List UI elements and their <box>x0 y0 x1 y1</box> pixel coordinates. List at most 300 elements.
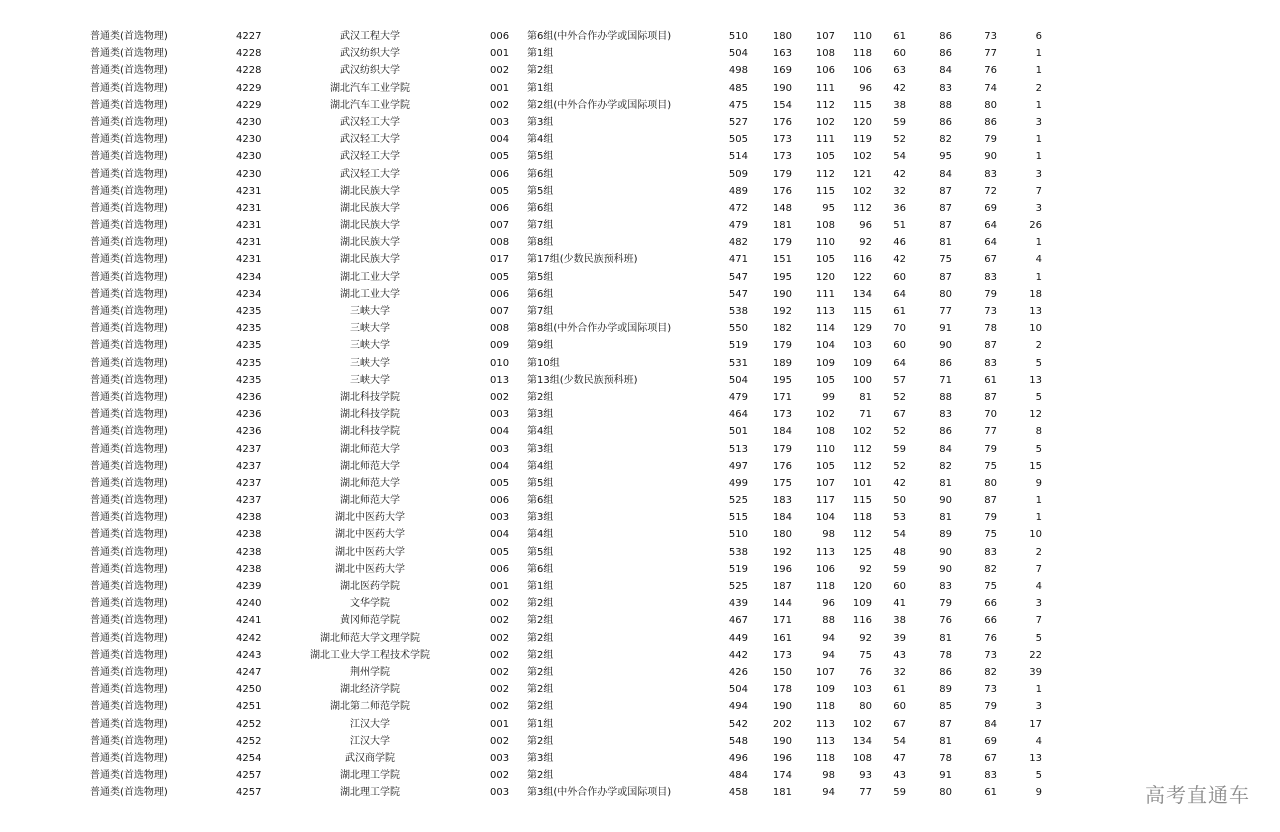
group-code-cell: 008 <box>490 323 510 335</box>
score-3-cell: 94 <box>822 649 835 661</box>
score-7-cell: 77 <box>984 48 997 60</box>
score-8-cell: 1 <box>1035 271 1042 283</box>
table-row <box>0 612 1280 629</box>
score-1-cell: 505 <box>728 134 748 146</box>
group-code-cell: 002 <box>490 684 510 696</box>
score-3-cell: 108 <box>815 220 835 232</box>
table-row <box>0 647 1280 664</box>
score-8-cell: 4 <box>1035 254 1042 266</box>
category-cell: 普通类(首选物理) <box>90 391 168 403</box>
school-name-cell: 湖北民族大学 <box>340 237 400 249</box>
score-8-cell: 18 <box>1029 288 1042 300</box>
score-7-cell: 73 <box>984 31 997 42</box>
score-2-cell: 154 <box>772 99 792 111</box>
group-code-cell: 003 <box>490 443 510 455</box>
score-2-cell: 195 <box>772 374 792 386</box>
school-name-cell: 武汉工程大学 <box>340 31 400 42</box>
group-name-cell: 第4组 <box>527 460 554 472</box>
table-row <box>0 733 1280 750</box>
score-6-cell: 86 <box>939 666 952 678</box>
group-code-cell: 013 <box>490 374 510 386</box>
score-1-cell: 458 <box>728 787 748 799</box>
school-code-cell: 4230 <box>236 168 262 180</box>
category-cell: 普通类(首选物理) <box>90 684 168 696</box>
group-name-cell: 第2组 <box>527 391 554 403</box>
group-name-cell: 第5组 <box>527 185 554 197</box>
score-3-cell: 107 <box>815 666 835 678</box>
score-5-cell: 57 <box>893 374 906 386</box>
score-2-cell: 151 <box>772 254 792 266</box>
score-1-cell: 538 <box>728 306 748 317</box>
score-2-cell: 190 <box>772 701 792 713</box>
score-1-cell: 489 <box>728 185 748 197</box>
score-8-cell: 9 <box>1035 787 1042 799</box>
score-1-cell: 482 <box>728 237 748 249</box>
score-7-cell: 73 <box>984 649 997 661</box>
score-6-cell: 90 <box>939 495 952 507</box>
group-code-cell: 002 <box>490 770 510 782</box>
score-6-cell: 90 <box>939 340 952 352</box>
score-5-cell: 43 <box>893 649 906 661</box>
score-3-cell: 112 <box>815 99 835 111</box>
score-2-cell: 171 <box>772 391 792 403</box>
school-name-cell: 武汉轻工大学 <box>340 116 400 128</box>
score-4-cell: 118 <box>852 512 872 524</box>
score-1-cell: 497 <box>728 460 748 472</box>
school-code-cell: 4236 <box>236 426 262 438</box>
school-code-cell: 4257 <box>236 770 262 782</box>
group-code-cell: 006 <box>490 31 510 42</box>
score-8-cell: 5 <box>1035 391 1042 403</box>
group-name-cell: 第5组 <box>527 546 554 558</box>
score-1-cell: 494 <box>728 701 748 713</box>
school-name-cell: 湖北民族大学 <box>340 202 400 214</box>
school-name-cell: 湖北医药学院 <box>340 581 400 592</box>
school-code-cell: 4237 <box>236 460 262 472</box>
group-name-cell: 第2组 <box>527 770 554 782</box>
score-1-cell: 501 <box>728 426 748 438</box>
category-cell: 普通类(首选物理) <box>90 168 168 180</box>
score-5-cell: 52 <box>893 134 906 146</box>
score-4-cell: 134 <box>852 735 872 747</box>
score-1-cell: 467 <box>728 615 748 627</box>
school-name-cell: 湖北第二师范学院 <box>330 701 410 713</box>
category-cell: 普通类(首选物理) <box>90 649 168 661</box>
category-cell: 普通类(首选物理) <box>90 701 168 713</box>
school-code-cell: 4231 <box>236 185 262 197</box>
school-name-cell: 湖北中医药大学 <box>335 546 405 558</box>
group-name-cell: 第6组(中外合作办学或国际项目) <box>527 31 672 42</box>
table-row <box>0 492 1280 509</box>
score-5-cell: 52 <box>893 426 906 438</box>
score-7-cell: 66 <box>984 615 997 627</box>
group-name-cell: 第4组 <box>527 529 554 541</box>
school-code-cell: 4238 <box>236 546 262 558</box>
score-6-cell: 86 <box>939 48 952 60</box>
table-row <box>0 389 1280 406</box>
group-code-cell: 005 <box>490 151 510 163</box>
score-3-cell: 107 <box>815 477 835 489</box>
score-3-cell: 118 <box>815 701 835 713</box>
score-1-cell: 498 <box>728 65 748 77</box>
score-5-cell: 67 <box>893 718 906 730</box>
group-name-cell: 第2组 <box>527 666 554 678</box>
table-row <box>0 767 1280 784</box>
school-code-cell: 4235 <box>236 306 262 317</box>
score-5-cell: 67 <box>893 409 906 421</box>
school-name-cell: 湖北汽车工业学院 <box>330 99 410 111</box>
score-8-cell: 7 <box>1035 185 1042 197</box>
score-3-cell: 113 <box>815 735 835 747</box>
score-4-cell: 76 <box>859 666 872 678</box>
score-4-cell: 122 <box>852 271 872 283</box>
group-name-cell: 第3组 <box>527 443 554 455</box>
score-2-cell: 192 <box>772 546 792 558</box>
group-code-cell: 009 <box>490 340 510 352</box>
school-name-cell: 武汉轻工大学 <box>340 168 400 180</box>
table-row <box>0 166 1280 183</box>
group-name-cell: 第3组(中外合作办学或国际项目) <box>527 787 672 799</box>
score-5-cell: 50 <box>893 495 906 507</box>
score-5-cell: 48 <box>893 546 906 558</box>
school-code-cell: 4237 <box>236 477 262 489</box>
group-code-cell: 008 <box>490 237 510 249</box>
score-5-cell: 53 <box>893 512 906 524</box>
score-4-cell: 106 <box>852 65 872 77</box>
school-name-cell: 武汉轻工大学 <box>340 134 400 146</box>
score-3-cell: 111 <box>815 82 835 94</box>
score-6-cell: 90 <box>939 546 952 558</box>
score-4-cell: 112 <box>852 202 872 214</box>
school-code-cell: 4237 <box>236 495 262 507</box>
category-cell: 普通类(首选物理) <box>90 237 168 249</box>
group-code-cell: 003 <box>490 409 510 421</box>
school-code-cell: 4229 <box>236 99 262 111</box>
category-cell: 普通类(首选物理) <box>90 495 168 507</box>
score-2-cell: 179 <box>772 443 792 455</box>
score-7-cell: 83 <box>984 168 997 180</box>
table-row <box>0 114 1280 131</box>
group-code-cell: 006 <box>490 202 510 214</box>
score-7-cell: 87 <box>984 340 997 352</box>
score-7-cell: 79 <box>984 512 997 524</box>
score-7-cell: 79 <box>984 134 997 146</box>
score-4-cell: 119 <box>852 134 872 146</box>
score-5-cell: 64 <box>893 288 906 300</box>
group-code-cell: 006 <box>490 563 510 575</box>
group-code-cell: 001 <box>490 718 510 730</box>
group-name-cell: 第2组(中外合作办学或国际项目) <box>527 99 672 111</box>
score-7-cell: 83 <box>984 357 997 369</box>
score-1-cell: 485 <box>728 82 748 94</box>
score-1-cell: 519 <box>728 563 748 575</box>
score-1-cell: 471 <box>728 254 748 266</box>
school-code-cell: 4231 <box>236 237 262 249</box>
score-7-cell: 86 <box>984 116 997 128</box>
score-6-cell: 87 <box>939 185 952 197</box>
score-7-cell: 75 <box>984 581 997 592</box>
score-4-cell: 92 <box>859 632 872 644</box>
score-7-cell: 76 <box>984 65 997 77</box>
score-5-cell: 60 <box>893 271 906 283</box>
score-7-cell: 78 <box>984 323 997 335</box>
score-3-cell: 102 <box>815 116 835 128</box>
score-2-cell: 181 <box>772 220 792 232</box>
score-3-cell: 112 <box>815 168 835 180</box>
score-1-cell: 531 <box>728 357 748 369</box>
group-code-cell: 002 <box>490 615 510 627</box>
table-row <box>0 337 1280 354</box>
score-3-cell: 105 <box>815 151 835 163</box>
table-row <box>0 630 1280 647</box>
score-8-cell: 2 <box>1035 82 1042 94</box>
score-1-cell: 538 <box>728 546 748 558</box>
score-2-cell: 163 <box>772 48 792 60</box>
table-row <box>0 441 1280 458</box>
score-8-cell: 8 <box>1035 426 1042 438</box>
score-8-cell: 2 <box>1035 546 1042 558</box>
category-cell: 普通类(首选物理) <box>90 598 168 610</box>
score-6-cell: 78 <box>939 649 952 661</box>
school-code-cell: 4254 <box>236 752 262 764</box>
score-3-cell: 110 <box>815 237 835 249</box>
score-7-cell: 87 <box>984 495 997 507</box>
score-3-cell: 106 <box>815 563 835 575</box>
score-1-cell: 475 <box>728 99 748 111</box>
score-3-cell: 106 <box>815 65 835 77</box>
group-name-cell: 第2组 <box>527 684 554 696</box>
school-name-cell: 江汉大学 <box>350 735 390 747</box>
group-code-cell: 002 <box>490 649 510 661</box>
score-6-cell: 81 <box>939 237 952 249</box>
group-code-cell: 002 <box>490 666 510 678</box>
score-4-cell: 92 <box>859 563 872 575</box>
score-6-cell: 81 <box>939 477 952 489</box>
table-row <box>0 595 1280 612</box>
category-cell: 普通类(首选物理) <box>90 340 168 352</box>
score-6-cell: 91 <box>939 323 952 335</box>
score-2-cell: 179 <box>772 237 792 249</box>
table-row <box>0 406 1280 423</box>
school-code-cell: 4234 <box>236 271 262 283</box>
score-4-cell: 115 <box>852 495 872 507</box>
score-6-cell: 75 <box>939 254 952 266</box>
score-7-cell: 79 <box>984 288 997 300</box>
group-name-cell: 第3组 <box>527 116 554 128</box>
group-code-cell: 004 <box>490 426 510 438</box>
category-cell: 普通类(首选物理) <box>90 632 168 644</box>
score-1-cell: 510 <box>728 31 748 42</box>
table-row <box>0 784 1280 801</box>
school-code-cell: 4234 <box>236 288 262 300</box>
group-code-cell: 007 <box>490 306 510 317</box>
score-5-cell: 54 <box>893 529 906 541</box>
table-row <box>0 80 1280 97</box>
group-code-cell: 005 <box>490 271 510 283</box>
category-cell: 普通类(首选物理) <box>90 151 168 163</box>
table-row <box>0 475 1280 492</box>
score-5-cell: 61 <box>893 684 906 696</box>
score-1-cell: 548 <box>728 735 748 747</box>
score-7-cell: 61 <box>984 374 997 386</box>
score-1-cell: 442 <box>728 649 748 661</box>
score-6-cell: 86 <box>939 31 952 42</box>
score-8-cell: 1 <box>1035 99 1042 111</box>
score-4-cell: 120 <box>852 116 872 128</box>
score-4-cell: 103 <box>852 684 872 696</box>
score-1-cell: 510 <box>728 529 748 541</box>
score-2-cell: 180 <box>772 31 792 42</box>
group-name-cell: 第2组 <box>527 615 554 627</box>
score-1-cell: 504 <box>728 374 748 386</box>
group-name-cell: 第2组 <box>527 649 554 661</box>
score-7-cell: 67 <box>984 254 997 266</box>
score-3-cell: 98 <box>822 529 835 541</box>
group-code-cell: 003 <box>490 512 510 524</box>
score-3-cell: 95 <box>822 202 835 214</box>
school-name-cell: 三峡大学 <box>350 323 390 335</box>
score-8-cell: 1 <box>1035 495 1042 507</box>
score-4-cell: 109 <box>852 598 872 610</box>
school-name-cell: 黄冈师范学院 <box>340 615 400 627</box>
score-2-cell: 187 <box>772 581 792 592</box>
group-name-cell: 第6组 <box>527 202 554 214</box>
school-code-cell: 4231 <box>236 254 262 266</box>
score-4-cell: 93 <box>859 770 872 782</box>
category-cell: 普通类(首选物理) <box>90 787 168 799</box>
group-name-cell: 第1组 <box>527 48 554 60</box>
school-code-cell: 4236 <box>236 409 262 421</box>
score-5-cell: 52 <box>893 391 906 403</box>
score-3-cell: 94 <box>822 787 835 799</box>
score-5-cell: 59 <box>893 116 906 128</box>
group-code-cell: 002 <box>490 632 510 644</box>
score-8-cell: 5 <box>1035 443 1042 455</box>
table-row <box>0 320 1280 337</box>
group-name-cell: 第7组 <box>527 306 554 317</box>
score-2-cell: 179 <box>772 340 792 352</box>
school-name-cell: 三峡大学 <box>350 340 390 352</box>
score-5-cell: 52 <box>893 460 906 472</box>
score-8-cell: 3 <box>1035 202 1042 214</box>
score-2-cell: 173 <box>772 151 792 163</box>
score-6-cell: 87 <box>939 220 952 232</box>
score-6-cell: 87 <box>939 271 952 283</box>
group-code-cell: 005 <box>490 185 510 197</box>
score-8-cell: 7 <box>1035 615 1042 627</box>
school-name-cell: 湖北中医药大学 <box>335 563 405 575</box>
score-4-cell: 81 <box>859 391 872 403</box>
score-6-cell: 95 <box>939 151 952 163</box>
score-6-cell: 81 <box>939 632 952 644</box>
admission-score-table <box>0 28 1280 801</box>
score-2-cell: 192 <box>772 306 792 317</box>
score-8-cell: 6 <box>1035 31 1042 42</box>
table-row <box>0 251 1280 268</box>
score-7-cell: 87 <box>984 391 997 403</box>
category-cell: 普通类(首选物理) <box>90 409 168 421</box>
score-3-cell: 113 <box>815 306 835 317</box>
score-7-cell: 83 <box>984 546 997 558</box>
score-8-cell: 10 <box>1029 529 1042 541</box>
school-name-cell: 湖北理工学院 <box>340 770 400 782</box>
school-code-cell: 4242 <box>236 632 262 644</box>
school-code-cell: 4230 <box>236 151 262 163</box>
group-name-cell: 第6组 <box>527 495 554 507</box>
score-3-cell: 105 <box>815 374 835 386</box>
category-cell: 普通类(首选物理) <box>90 65 168 77</box>
category-cell: 普通类(首选物理) <box>90 116 168 128</box>
school-code-cell: 4240 <box>236 598 262 610</box>
score-8-cell: 17 <box>1029 718 1042 730</box>
category-cell: 普通类(首选物理) <box>90 615 168 627</box>
school-name-cell: 文华学院 <box>350 598 390 610</box>
score-5-cell: 38 <box>893 99 906 111</box>
score-4-cell: 102 <box>852 718 872 730</box>
score-7-cell: 82 <box>984 666 997 678</box>
school-name-cell: 三峡大学 <box>350 374 390 386</box>
group-code-cell: 004 <box>490 529 510 541</box>
school-name-cell: 湖北科技学院 <box>340 426 400 438</box>
category-cell: 普通类(首选物理) <box>90 718 168 730</box>
score-2-cell: 176 <box>772 460 792 472</box>
school-name-cell: 湖北师范大学 <box>340 477 400 489</box>
category-cell: 普通类(首选物理) <box>90 374 168 386</box>
score-7-cell: 69 <box>984 202 997 214</box>
score-2-cell: 183 <box>772 495 792 507</box>
group-code-cell: 003 <box>490 752 510 764</box>
group-name-cell: 第13组(少数民族预科班) <box>527 374 638 386</box>
group-code-cell: 005 <box>490 546 510 558</box>
table-row <box>0 423 1280 440</box>
score-1-cell: 525 <box>728 581 748 592</box>
group-name-cell: 第3组 <box>527 409 554 421</box>
school-name-cell: 湖北科技学院 <box>340 391 400 403</box>
score-2-cell: 144 <box>772 598 792 610</box>
group-code-cell: 002 <box>490 735 510 747</box>
score-2-cell: 184 <box>772 426 792 438</box>
score-6-cell: 86 <box>939 116 952 128</box>
score-8-cell: 4 <box>1035 581 1042 592</box>
score-8-cell: 2 <box>1035 340 1042 352</box>
score-8-cell: 5 <box>1035 357 1042 369</box>
score-5-cell: 59 <box>893 443 906 455</box>
school-name-cell: 湖北工业大学工程技术学院 <box>310 649 430 661</box>
school-name-cell: 武汉纺织大学 <box>340 65 400 77</box>
score-5-cell: 70 <box>893 323 906 335</box>
score-2-cell: 190 <box>772 82 792 94</box>
category-cell: 普通类(首选物理) <box>90 581 168 592</box>
school-code-cell: 4238 <box>236 529 262 541</box>
group-name-cell: 第8组 <box>527 237 554 249</box>
score-5-cell: 42 <box>893 168 906 180</box>
school-code-cell: 4229 <box>236 82 262 94</box>
category-cell: 普通类(首选物理) <box>90 271 168 283</box>
score-2-cell: 181 <box>772 787 792 799</box>
group-name-cell: 第3组 <box>527 512 554 524</box>
score-5-cell: 54 <box>893 151 906 163</box>
score-2-cell: 173 <box>772 409 792 421</box>
group-name-cell: 第1组 <box>527 581 554 592</box>
school-code-cell: 4238 <box>236 563 262 575</box>
score-5-cell: 60 <box>893 581 906 592</box>
score-6-cell: 87 <box>939 202 952 214</box>
school-name-cell: 湖北师范大学文理学院 <box>320 632 420 644</box>
score-8-cell: 10 <box>1029 323 1042 335</box>
score-6-cell: 81 <box>939 735 952 747</box>
score-6-cell: 76 <box>939 615 952 627</box>
score-1-cell: 527 <box>728 116 748 128</box>
